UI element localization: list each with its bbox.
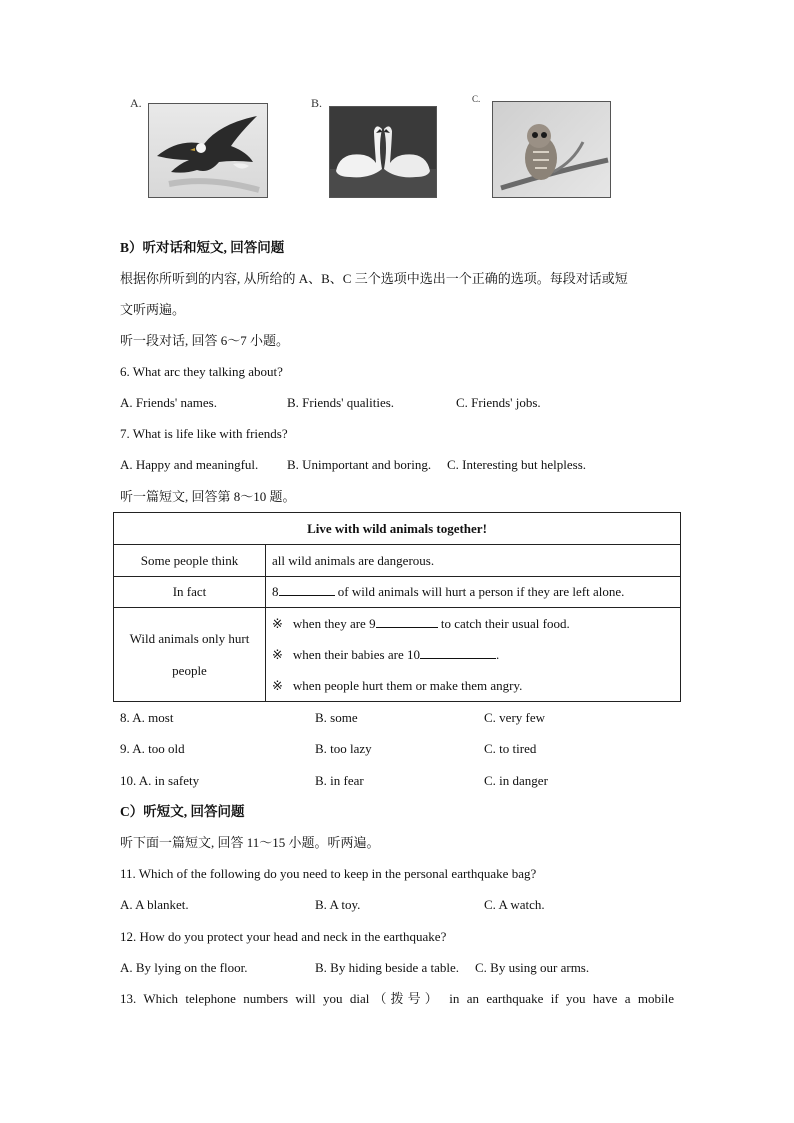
question-8-option-b: B. some bbox=[315, 710, 358, 725]
question-12-stem: 12. How do you protect your head and neck in the earthquake? bbox=[120, 929, 447, 944]
reason-1 bbox=[272, 608, 674, 639]
question-7-option-c: C. Interesting but helpless. bbox=[447, 457, 587, 472]
eagle-image bbox=[148, 103, 268, 198]
table-row3-left bbox=[114, 608, 266, 702]
question-6-option-a: A. Friends' names. bbox=[120, 395, 217, 410]
question-7-option-b: B. Unimportant and boring. bbox=[287, 457, 432, 472]
reference-mark: ※ bbox=[272, 678, 283, 693]
table-row2-text: of wild animals will hurt a person if they are left alone. bbox=[334, 584, 625, 599]
blank-8-number: 8 bbox=[272, 584, 279, 599]
passage-intro: 听一篇短文, 回答第 8～10 题。 bbox=[120, 489, 296, 504]
question-6-option-b: B. Friends' qualities. bbox=[287, 395, 395, 410]
section-b-heading: B）听对话和短文, 回答问题 bbox=[120, 240, 285, 255]
table-title: Live with wild animals together! bbox=[114, 513, 681, 545]
image-label-c: C. bbox=[472, 94, 481, 104]
question-6-option-c: C. Friends' jobs. bbox=[456, 395, 541, 410]
blank-8 bbox=[279, 584, 335, 596]
reason-3 bbox=[272, 670, 674, 701]
swan-image bbox=[329, 106, 437, 198]
table-row3-left-line1: Wild animals only hurt bbox=[129, 630, 250, 646]
question-8-option-a: 8. A. most bbox=[120, 710, 174, 725]
section-b-instruction-line2: 文听两遍。 bbox=[120, 302, 186, 317]
table-row3-left-line2: people bbox=[172, 662, 207, 678]
reason-2 bbox=[272, 639, 674, 670]
question-9-option-a: 9. A. too old bbox=[120, 741, 185, 756]
question-11-option-c: C. A watch. bbox=[484, 897, 545, 912]
section-c-intro: 听下面一篇短文, 回答 11～15 小题。听两遍。 bbox=[120, 835, 380, 850]
reason-1-text: when they are 9 bbox=[292, 616, 376, 631]
table-row2-left: In fact bbox=[114, 577, 266, 608]
wild-animals-table bbox=[113, 512, 681, 702]
reference-mark: ※ bbox=[272, 647, 283, 662]
eagle-icon bbox=[149, 104, 267, 197]
blank-9 bbox=[376, 616, 438, 628]
question-7-option-a: A. Happy and meaningful. bbox=[120, 457, 259, 472]
reason-3-text: when people hurt them or make them angry. bbox=[292, 678, 523, 693]
reason-2-tail: . bbox=[495, 647, 500, 662]
question-12-option-a: A. By lying on the floor. bbox=[120, 960, 248, 975]
reason-2-text: when their babies are 10 bbox=[292, 647, 420, 662]
blank-10 bbox=[420, 647, 496, 659]
question-10-option-a: 10. A. in safety bbox=[120, 773, 200, 788]
table-row1-left: Some people think bbox=[114, 545, 266, 577]
question-11-option-a: A. A blanket. bbox=[120, 897, 189, 912]
question-11-option-b: B. A toy. bbox=[315, 897, 361, 912]
question-10-option-c: C. in danger bbox=[484, 773, 548, 788]
question-12-option-c: C. By using our arms. bbox=[475, 960, 590, 975]
question-6-stem: 6. What arc they talking about? bbox=[120, 364, 283, 379]
question-8-option-c: C. very few bbox=[484, 710, 546, 725]
section-b-instruction-line1: 根据你所听到的内容, 从所给的 A、B、C 三个选项中选出一个正确的选项。每段对话或短 bbox=[120, 271, 628, 286]
question-11-stem: 11. Which of the following do you need to keep in the personal earthquake bag? bbox=[120, 866, 537, 881]
dialogue-intro: 听一段对话, 回答 6～7 小题。 bbox=[120, 333, 290, 348]
reference-mark: ※ bbox=[272, 616, 283, 631]
question-13-stem: 13. Which telephone numbers will you dial（拨号） in an earthquake if you have a mobile bbox=[120, 991, 674, 1006]
question-7-stem: 7. What is life like with friends? bbox=[120, 426, 288, 441]
swan-icon bbox=[330, 107, 436, 197]
owl-icon bbox=[493, 102, 610, 197]
owl-image bbox=[492, 101, 611, 198]
table-row2-right bbox=[266, 577, 681, 608]
table-row3-right bbox=[266, 608, 681, 702]
question-12-option-b: B. By hiding beside a table. bbox=[315, 960, 460, 975]
question-10-option-b: B. in fear bbox=[315, 773, 364, 788]
table-row1-right: all wild animals are dangerous. bbox=[266, 545, 681, 577]
section-c-heading: C）听短文, 回答问题 bbox=[120, 804, 245, 819]
image-label-a: A. bbox=[130, 96, 142, 110]
reason-1-tail: to catch their usual food. bbox=[437, 616, 570, 631]
question-9-option-c: C. to tired bbox=[484, 741, 537, 756]
question-9-option-b: B. too lazy bbox=[315, 741, 372, 756]
image-label-b: B. bbox=[311, 96, 323, 110]
